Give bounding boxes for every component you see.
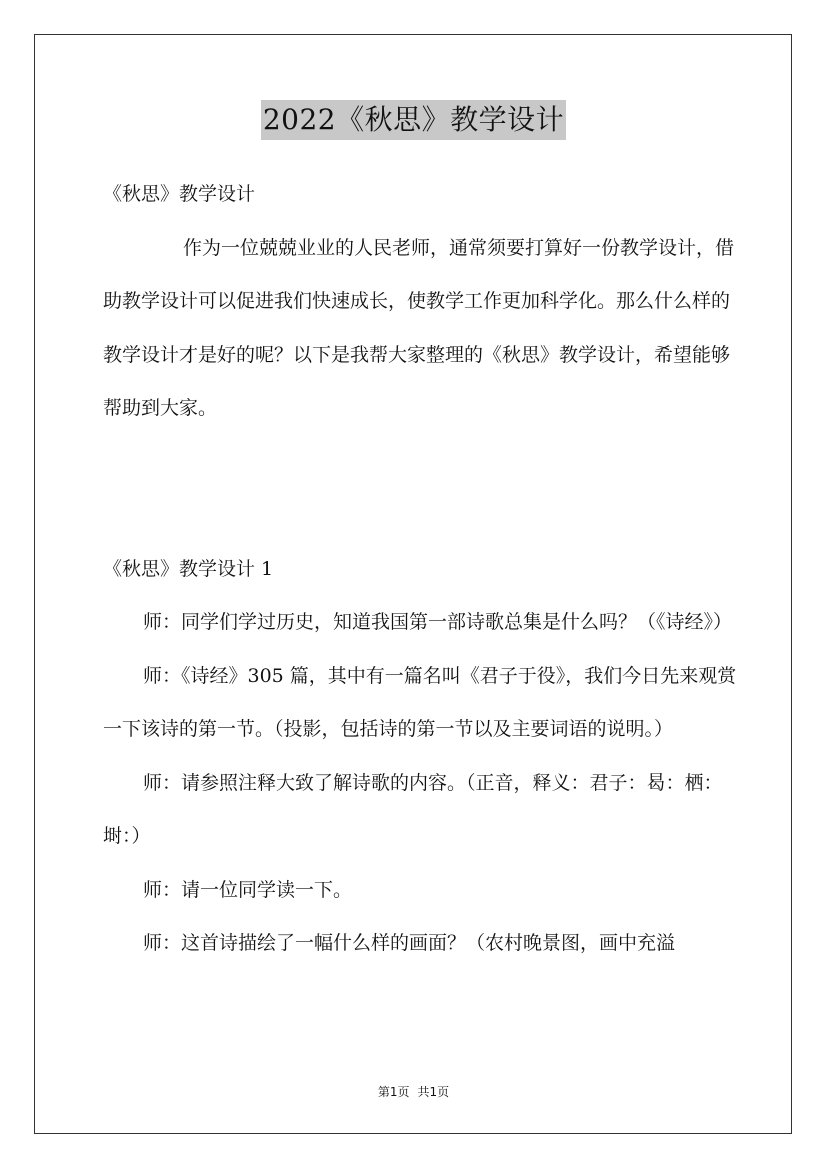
section-heading: 《秋思》教学设计 1	[103, 557, 274, 580]
document-title: 2022《秋思》教学设计	[261, 100, 566, 140]
title-container	[0, 100, 827, 140]
body-paragraph: 师：同学们学过历史，知道我国第一部诗歌总集是什么吗？（《诗经》）	[143, 611, 733, 633]
page-count: 共1页	[417, 1085, 450, 1099]
document-body	[103, 168, 745, 971]
body-paragraph: 师：《诗经》305 篇，其中有一篇名叫《君子于役》，我们今日先来观赏一下该诗的第一节。（投影，包括诗的第一节以及主要词语的说明。）	[103, 664, 737, 740]
body-paragraph: 师：请一位同学读一下。	[143, 878, 353, 901]
document-subtitle: 《秋思》教学设计	[103, 183, 256, 205]
section-gap	[103, 436, 745, 543]
body-paragraph: 师：这首诗描绘了一幅什么样的画面？（农村晚景图，画中充溢	[143, 932, 676, 954]
page-footer	[0, 1082, 827, 1102]
page-number: 第1页	[377, 1085, 410, 1099]
intro-paragraph: 作为一位兢兢业业的人民老师，通常须要打算好一份教学设计，借助教学设计可以促进我们快速成长，使教学工作更加科学化。那么什么样的教学设计才是好的呢？以下是我帮大家整理的《秋思》教学设计，希望能够帮助到大家。	[103, 236, 735, 419]
body-paragraph: 师：请参照注释大致了解诗歌的内容。（正音，释义：君子：曷：栖：埘：）	[103, 771, 723, 847]
